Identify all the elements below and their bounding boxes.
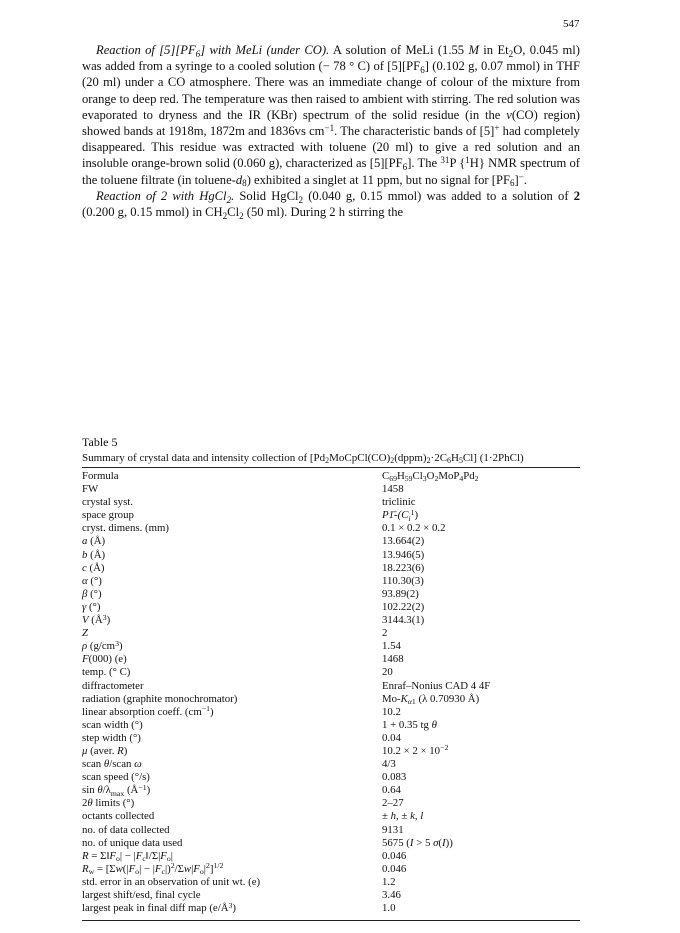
table-row — [82, 810, 580, 823]
table-row — [82, 666, 580, 679]
table-value: 13.946(5) — [382, 548, 425, 561]
table-parameter: Formula — [82, 470, 119, 482]
table-value: 4/3 — [382, 758, 396, 771]
table-parameter: $R = \Sigma‖F_o|$ − $|F_c‖/\Sigma|F_o|$ — [82, 849, 173, 864]
table-value: 0.1 × 0.2 × 0.2 — [382, 522, 446, 535]
table-parameter: largest peak in final diff map $(e/Å^3)$ — [82, 900, 237, 915]
table-row — [82, 627, 580, 640]
table-value: 18.223(6) — [382, 561, 425, 574]
table-value: 0.04 — [382, 731, 401, 744]
table-row — [82, 522, 580, 535]
table-row — [82, 483, 580, 496]
table-caption: Table 5 — [82, 435, 118, 449]
table-value: 1458 — [382, 483, 404, 496]
table-parameter: 2θ limits (°) — [82, 797, 135, 810]
crystal-data-table — [82, 470, 580, 915]
table-row — [82, 797, 580, 810]
table-row — [82, 889, 580, 902]
table-row — [82, 719, 580, 732]
table-parameter: temp. (° C) — [82, 666, 131, 679]
table-value: 1.0 — [382, 902, 396, 915]
table-value: $C_{69}H_{59}Cl_3O_2MoP_4Pd_2$ — [382, 470, 479, 484]
table-bottom-rule — [82, 920, 580, 921]
table-row — [82, 850, 580, 863]
table-value: 93.89(2) — [382, 587, 419, 600]
table-value: 0.083 — [382, 771, 407, 784]
table-row — [82, 601, 580, 614]
table-parameter: scan θ/scan ω — [82, 758, 142, 771]
table-value: 1.2 — [382, 875, 396, 888]
table-parameter: scan width (°) — [82, 718, 143, 731]
table-row — [82, 693, 580, 706]
table-parameter: octants collected — [82, 810, 155, 823]
table-row — [82, 562, 580, 575]
table-parameter: cryst. dimens. (mm) — [82, 522, 169, 535]
table-parameter: no. of data collected — [82, 823, 170, 836]
table-parameter: crystal syst. — [82, 496, 133, 509]
table-parameter: F(000) (e) — [82, 653, 127, 666]
table-row — [82, 706, 580, 719]
table-parameter: β (°) — [82, 587, 102, 600]
table-parameter: std. error in an observation of unit wt. (e) — [82, 875, 261, 888]
table-value: 2 — [382, 627, 388, 640]
table-parameter: V $(Å^3)$ — [82, 612, 111, 627]
table-value: Enraf–Nonius CAD 4 4F — [382, 679, 491, 692]
table-parameter: b (Å) — [82, 548, 106, 561]
table-row — [82, 588, 580, 601]
table-row — [82, 653, 580, 666]
table-row — [82, 837, 580, 850]
table-value: ± h, ± k, l — [382, 810, 424, 823]
table-value: 13.664(2) — [382, 535, 425, 548]
table-parameter: a (Å) — [82, 535, 106, 548]
table-row — [82, 549, 580, 562]
table-value: 1468 — [382, 653, 404, 666]
paragraph-meli-reaction: Reaction of $[5][PF_6]$ with MeLi (under CO). A solution of MeLi (1.55 M in $Et_2O$, 0.045 ml) was added from a syringe to a cooled solution (− 78 ° C) of $[5][PF_6]$ (0.102 g, 0.07 mmol) in THF (20 ml) under a CO atmosphere. There was an immediate change of colour of the mixture from orange to deep red. The temperature was then raised to ambient with stirring. The red solution was evaporated to dryness and the IR (KBr) spectrum of the solid residue (in the ν(CO) region) showed bands at 1918m, 1872m and 1836vs $cm^{-1}$. The characteristic bands of [5]+ had completely disappeared. This residue was extracted with toluene (20 ml) to give a red solution and an insoluble orange-brown solid (0.060 g), characterized as $[5][PF_6]$. The $^{31}$P {$^1$H} NMR spectrum of the toluene filtrate (in toluene-$d_8$) exhibited a singlet at 11 ppm, but no signal for $[PF_6]^-$. — [82, 43, 581, 189]
table-row — [82, 784, 580, 797]
table-title: Summary of crystal data and intensity collection of $[Pd_2MoCpCl(CO)_2(dppm)_2\cdot 2C_6H_5Cl]$ (1·2PhCl) — [82, 452, 524, 466]
table-row — [82, 614, 580, 627]
table-value: 102.22(2) — [382, 600, 425, 613]
table-parameter: step width (°) — [82, 731, 141, 744]
table-parameter: no. of unique data used — [82, 836, 183, 849]
table-row — [82, 535, 580, 548]
table-value: 5675 (I > 5 σ(I)) — [382, 836, 453, 849]
table-parameter: c (Å) — [82, 561, 105, 574]
table-parameter: ρ $(g/cm^3)$ — [82, 638, 123, 653]
table-row — [82, 575, 580, 588]
table-parameter: scan speed (°/s) — [82, 771, 150, 784]
table-value: 3.46 — [382, 889, 401, 901]
table-parameter: α (°) — [82, 574, 102, 587]
table-value: 110.30(3) — [382, 574, 424, 587]
table-parameter: radiation (graphite monochromator) — [82, 692, 238, 705]
table-value: 9131 — [382, 823, 404, 836]
table-row — [82, 732, 580, 745]
table-row — [82, 876, 580, 889]
table-value: 1 + 0.35 tg θ — [382, 718, 437, 731]
table-row — [82, 496, 580, 509]
table-parameter: diffractometer — [82, 679, 144, 692]
table-parameter: largest shift/esd, final cycle — [82, 889, 201, 901]
table-parameter: $R_w = [\Sigma w(|F_o| - |F_c|)^2/\Sigma w|F_o|^2]^{1/2}$ — [82, 861, 224, 877]
table-value: 2–27 — [382, 797, 404, 810]
table-value: 0.046 — [382, 862, 407, 875]
paragraph-hgcl2-reaction: Reaction of 2 with HgCl$_2$. Solid HgCl$_2$ (0.040 g, 0.15 mmol) was added to a solution of 2 (0.200 g, 0.15 mmol) in $CH_2Cl_2$ (50 ml). During 2 h stirring the — [82, 188, 580, 221]
table-parameter: μ (aver. R) — [82, 744, 128, 757]
table-value: 1.54 — [382, 640, 401, 653]
table-row — [82, 863, 580, 876]
table-row — [82, 902, 580, 915]
table-value: $Mo-K_{\alpha 1}$ (λ 0.70930 Å) — [382, 692, 480, 706]
table-parameter: space group — [82, 509, 134, 522]
table-row — [82, 824, 580, 837]
table-value: $P1̄-(C_i^1)$ — [382, 507, 419, 523]
table-value: 10.2 — [382, 705, 401, 718]
table-value: 0.046 — [382, 849, 407, 862]
table-value: 20 — [382, 666, 393, 679]
table-row — [82, 771, 580, 784]
table-row — [82, 470, 580, 483]
table-value: $10.2 \times 2 \times 10^{-2}$ — [382, 743, 449, 757]
table-row — [82, 680, 580, 693]
table-value: 0.64 — [382, 784, 401, 797]
table-row — [82, 509, 580, 522]
table-parameter: linear absorption coeff. $(cm^{-1})$ — [82, 704, 214, 718]
table-value: triclinic — [382, 496, 416, 509]
table-parameter: Z — [82, 627, 89, 640]
table-parameter: $\sin \theta/\lambda_{max}$ $(Å^{-1})$ — [82, 782, 151, 798]
table-parameter: γ (°) — [82, 600, 101, 613]
table-parameter: FW — [82, 483, 99, 496]
table-row — [82, 758, 580, 771]
page-number: 547 — [563, 18, 580, 30]
table-row — [82, 640, 580, 653]
table-row — [82, 745, 580, 758]
body-text — [82, 42, 580, 220]
table-top-rule — [82, 467, 580, 468]
table-value: 3144.3(1) — [382, 614, 425, 627]
